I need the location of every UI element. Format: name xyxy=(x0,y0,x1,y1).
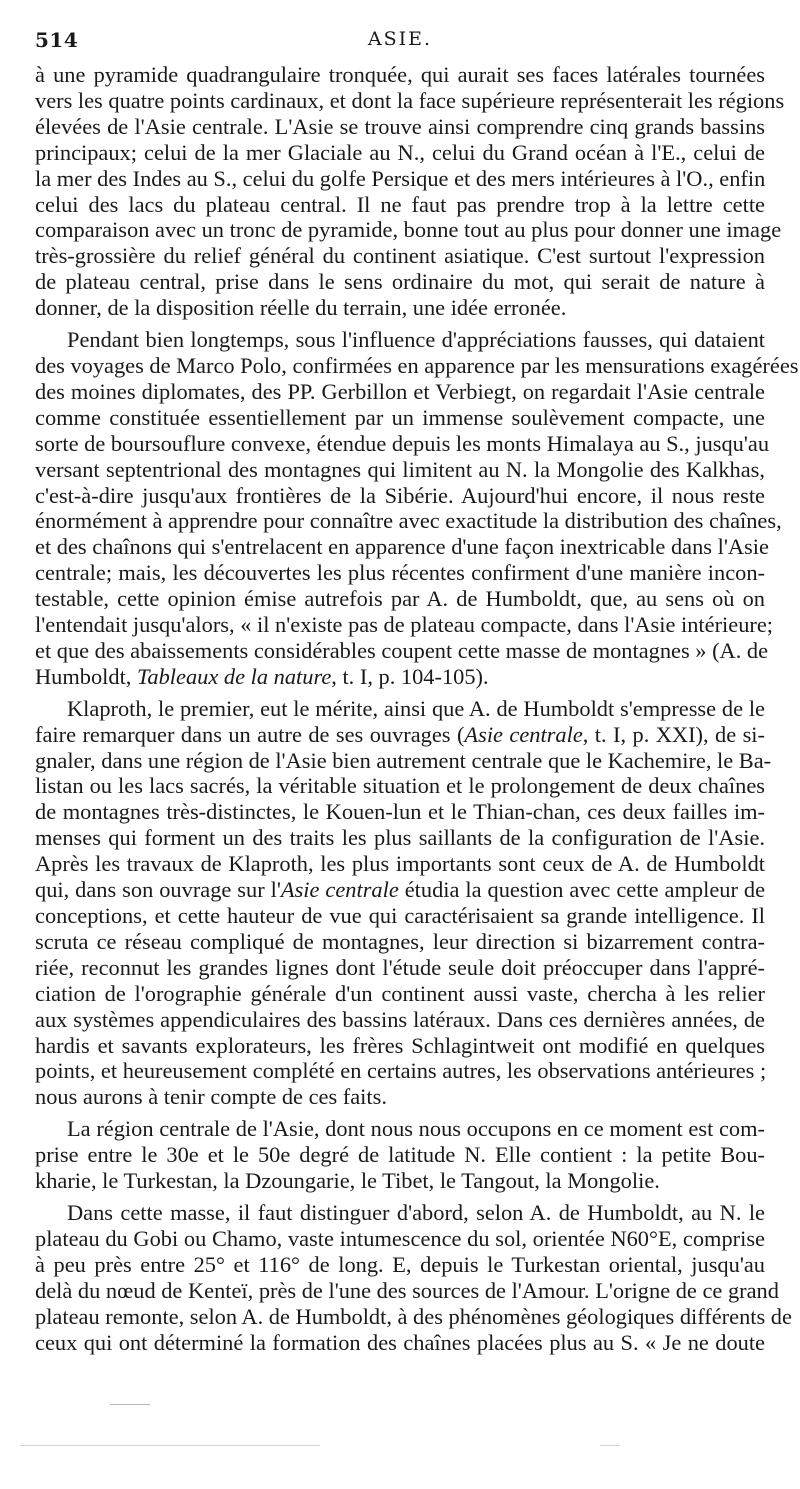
text-line: énormément à apprendre pour connaître avec exactitude la distribution des chaînes, xyxy=(35,508,782,534)
text-line: des moines diplomates, des PP. Gerbillon et Verbiegt, on regardait l'Asie centrale xyxy=(35,378,765,404)
italic-title: Asie centrale xyxy=(280,877,399,903)
text-line: aux systèmes appendiculaires des bassins latéraux. Dans ces dernières années, de xyxy=(35,1006,765,1032)
text-line: Klaproth, le premier, eut le mérite, ainsi que A. de Humboldt s'empresse de le xyxy=(67,695,765,721)
text-line: scruta ce réseau compliqué de montagnes, leur direction si bizarrement contra- xyxy=(35,928,765,954)
text-line: testable, cette opinion émise autrefois par A. de Humboldt, que, au sens où on xyxy=(35,586,765,612)
citation-text: faire remarquer dans un autre de ses ouvrages ( xyxy=(35,721,465,747)
text-line: sorte de boursouflure convexe, étendue depuis les monts Himalaya au S., jusqu'au xyxy=(35,430,770,456)
text-line: ceux qui ont déterminé la formation des chaînes placées plus au S. « Je ne doute xyxy=(35,1329,765,1355)
text-line-with-citation xyxy=(35,664,765,690)
running-head xyxy=(35,28,765,62)
italic-title: Asie centrale xyxy=(464,721,583,747)
paragraph-1 xyxy=(35,62,785,321)
citation-text: , t. I, p. 104-105). xyxy=(331,663,489,689)
citation-text: , t. I, p. XXI), de si- xyxy=(582,721,765,747)
text-line: la mer des Indes au S., celui du golfe Persique et des mers intérieures à l'O., enfin xyxy=(35,165,766,191)
text-line: points, et heureusement complété en certains autres, les observations antérieures ; xyxy=(35,1058,767,1084)
body-text xyxy=(35,62,799,1355)
text-line: et des chaînons qui s'entrelacent en apparence d'une façon inextricable dans l'Asie xyxy=(35,534,769,560)
italic-title: Tableaux de la nature xyxy=(137,663,332,689)
text-line: Après les travaux de Klaproth, les plus importants sont ceux de A. de Humboldt xyxy=(35,851,765,877)
text-line: de plateau central, prise dans le sens ordinaire du mot, qui serait de nature à xyxy=(35,269,765,295)
citation-text: qui, dans son ouvrage sur l' xyxy=(35,877,281,903)
page-number: 514 xyxy=(35,28,79,52)
text-line: riée, reconnut les grandes lignes dont l'étude seule doit préoccuper dans l'appré- xyxy=(35,954,765,980)
citation-text: étudia la question avec cette ampleur de xyxy=(398,877,766,903)
text-line: nous aurons à tenir compte de ces faits. xyxy=(35,1084,387,1110)
scan-artifacts xyxy=(0,1400,730,1460)
text-line: comparaison avec un tronc de pyramide, bonne tout au plus pour donner une image xyxy=(35,217,782,243)
text-line: kharie, le Turkestan, la Dzoungarie, le Tibet, le Tangout, la Mongolie. xyxy=(35,1168,660,1194)
text-line: élevées de l'Asie centrale. L'Asie se trouve ainsi comprendre cinq grands bassins xyxy=(35,113,765,139)
text-line: gnaler, dans une région de l'Asie bien autrement centrale que le Kachemire, le Ba- xyxy=(35,747,772,773)
text-line: versant septentrional des montagnes qui limitent au N. la Mongolie des Kalkhas, xyxy=(35,456,765,482)
scan-smudge xyxy=(110,1404,150,1405)
text-line: conceptions, et cette hauteur de vue qui caractérisaient sa grande intelligence. Il xyxy=(35,903,765,928)
text-line: celui des lacs du plateau central. Il ne faut pas prendre trop à la lettre cette xyxy=(35,191,765,217)
book-page xyxy=(35,28,799,1361)
running-title: ASIE. xyxy=(367,28,433,50)
text-line: et que des abaissements considérables coupent cette masse de montagnes » (A. de xyxy=(35,637,769,663)
text-line: à une pyramide quadrangulaire tronquée, qui aurait ses faces latérales tournées xyxy=(35,62,765,87)
text-line: listan ou les lacs sacrés, la véritable situation et le prolongement de deux chaînes xyxy=(35,773,765,799)
text-line: à peu près entre 25° et 116° de long. E, depuis le Turkestan oriental, jusqu'au xyxy=(35,1251,765,1277)
text-line: des voyages de Marco Polo, confirmées en apparence par les mensurations exagérées xyxy=(35,352,799,378)
text-line: de montagnes très-distinctes, le Kouen-lun et le Thian-chan, ces deux failles im- xyxy=(35,799,765,825)
text-line: delà du nœud de Kenteï, près de l'une des sources de l'Amour. L'origne de ce grand xyxy=(35,1277,779,1303)
paragraph-2 xyxy=(35,327,799,690)
paragraph-5 xyxy=(35,1199,792,1355)
text-line: hardis et savants explorateurs, les frères Schlagintweit ont modifié en quelques xyxy=(35,1032,765,1058)
text-line: principaux; celui de la mer Glaciale au N., celui du Grand océan à l'E., celui de xyxy=(35,139,765,165)
citation-text: Humboldt, xyxy=(35,663,138,689)
text-line: c'est-à-dire jusqu'aux frontières de la Sibérie. Aujourd'hui encore, il nous reste xyxy=(35,482,765,508)
text-line: centrale; mais, les découvertes les plus récentes confirment d'une manière incon- xyxy=(35,560,765,586)
text-line: vers les quatre points cardinaux, et dont la face supérieure représenterait les régions xyxy=(35,87,785,113)
text-line-with-citation xyxy=(35,877,765,903)
text-line: très-grossière du relief général du continent asiatique. C'est surtout l'expression xyxy=(35,243,765,269)
text-line: l'entendait jusqu'alors, « il n'existe pas de plateau compacte, dans l'Asie intérieure; xyxy=(35,612,774,638)
text-line: Dans cette masse, il faut distinguer d'abord, selon A. de Humboldt, au N. le xyxy=(67,1199,765,1225)
text-line-with-citation xyxy=(35,722,765,748)
text-line: La région centrale de l'Asie, dont nous nous occupons en ce moment est com- xyxy=(67,1116,765,1142)
text-line: ciation de l'orographie générale d'un continent aussi vaste, chercha à les relier xyxy=(35,980,765,1006)
scan-smudge xyxy=(600,1445,620,1446)
paragraph-3 xyxy=(35,695,772,1111)
paragraph-4 xyxy=(35,1116,765,1194)
text-line: prise entre le 30e et le 50e degré de latitude N. Elle contient : la petite Bou- xyxy=(35,1142,765,1168)
scan-smudge xyxy=(20,1445,320,1446)
text-line: donner, de la disposition réelle du terrain, une idée erronée. xyxy=(35,295,567,321)
text-line: plateau remonte, selon A. de Humboldt, à des phénomènes géologiques différents de xyxy=(35,1303,792,1329)
text-line: plateau du Gobi ou Chamo, vaste intumescence du sol, orientée N60°E, comprise xyxy=(35,1225,765,1251)
text-line: Pendant bien longtemps, sous l'influence d'appréciations fausses, qui dataient xyxy=(67,327,765,353)
text-line: menses qui forment un des traits les plus saillants de la configuration de l'Asie. xyxy=(35,825,765,851)
text-line: comme constituée essentiellement par un immense soulèvement compacte, une xyxy=(35,404,765,430)
